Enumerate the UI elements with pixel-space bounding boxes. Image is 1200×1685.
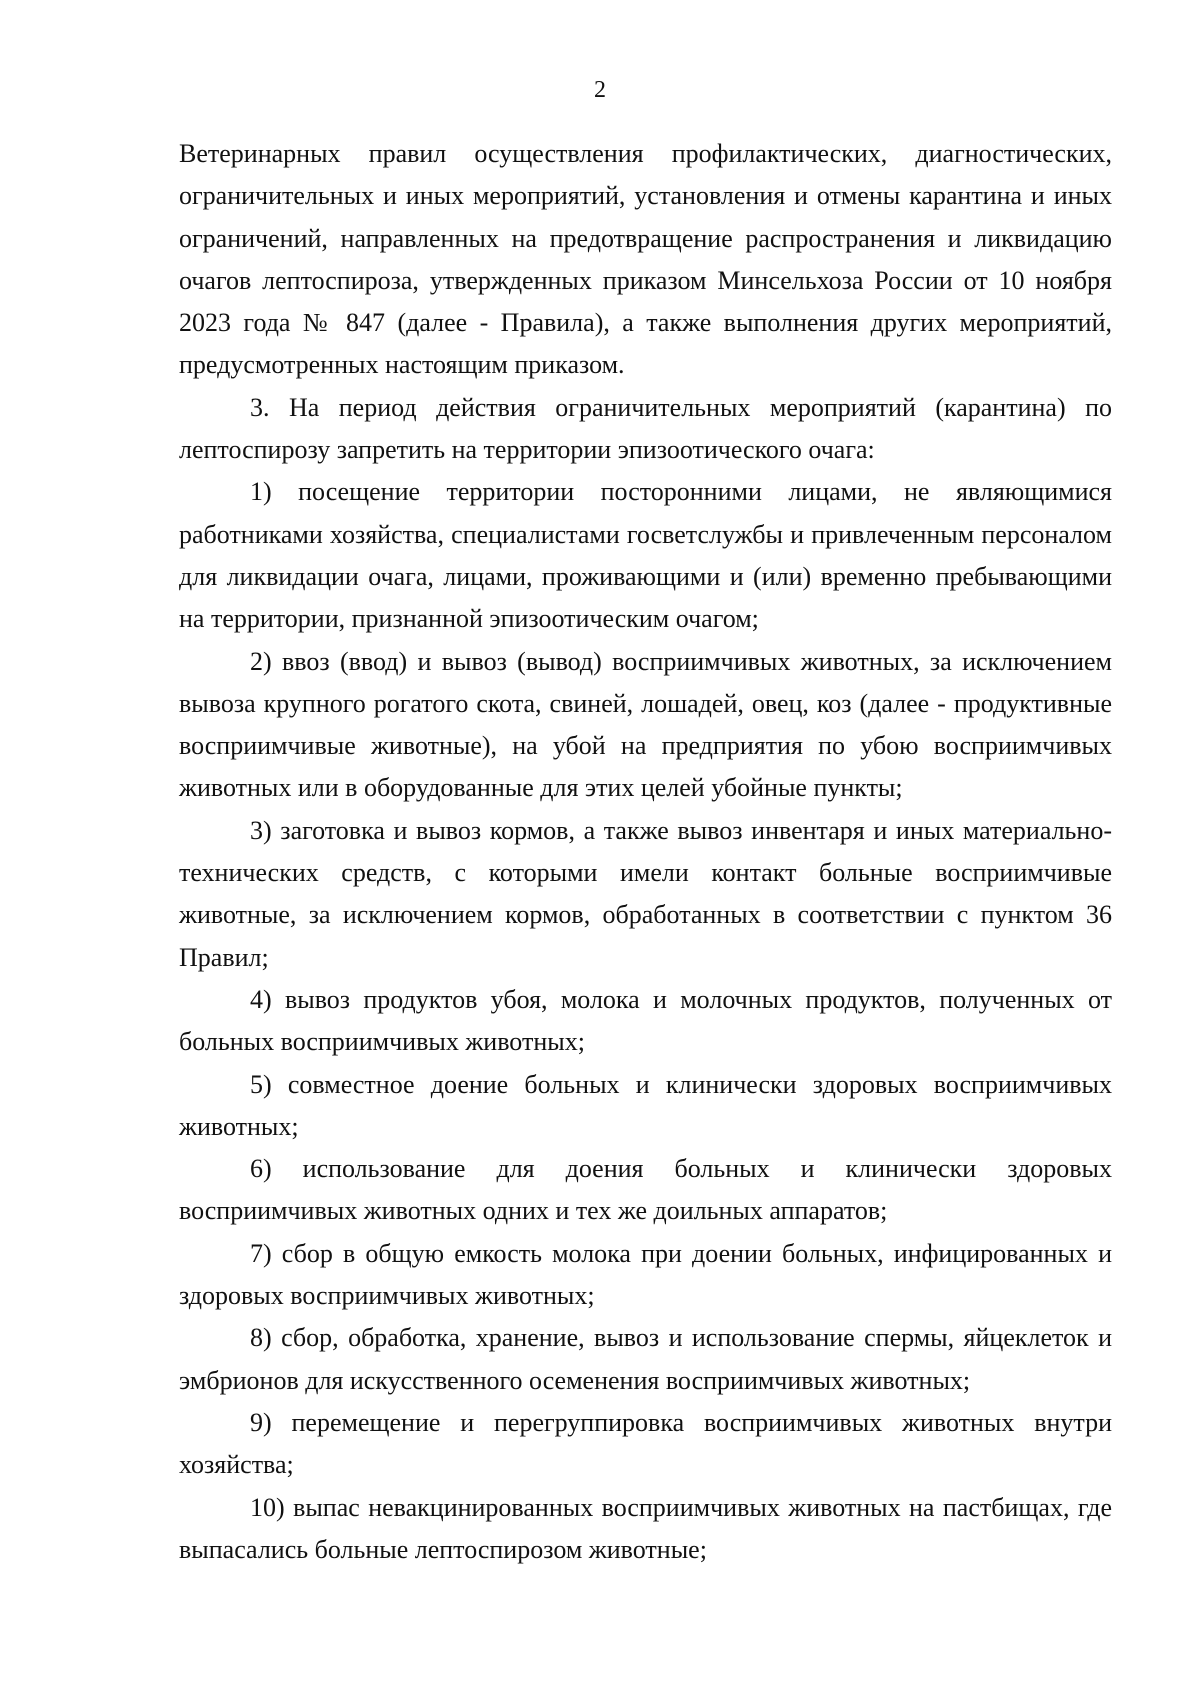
list-item-1: 1) посещение территории посторонними лицами, не являющимися работниками хозяйства, специалистами госветслужбы и привлеченным персоналом для ликвидации очага, лицами, проживающими и (или) временно пребывающими на территории, признанной эпизоотическим очагом; bbox=[179, 477, 1112, 634]
list-item-3: 3) заготовка и вывоз кормов, а также вывоз инвентаря и иных материально-технических средств, с которыми имели контакт больные восприимчивые животные, за исключением кормов, обработанных в соответствии с пунктом 36 Правил; bbox=[179, 815, 1112, 972]
list-item-5: 5) совместное доение больных и клинически здоровых восприимчивых животных; bbox=[179, 1069, 1112, 1141]
list-item-7: 7) сбор в общую емкость молока при доении больных, инфицированных и здоровых восприимчивых животных; bbox=[179, 1238, 1112, 1311]
paragraph-continuation: Ветеринарных правил осуществления профилактических, диагностических, ограничительных и иных мероприятий, установления и отмены карантина и иных ограничений, направленных на предотвращение распространения и ликвидацию очагов лептоспироза, утвержденных приказом Минсельхоза России от 10 ноября 2023 года № 847 (далее - Правила), а также выполнения других мероприятий, предусмотренных настоящим приказом. bbox=[179, 139, 1112, 380]
list-item-10: 10) выпас невакцинированных восприимчивых животных на пастбищах, где выпасались больные лептоспирозом животные; bbox=[179, 1492, 1112, 1564]
document-body bbox=[179, 133, 1112, 1571]
list-item-2: 2) ввоз (ввод) и вывоз (вывод) восприимчивых животных, за исключением вывоза крупного рогатого скота, свиней, лошадей, овец, коз (далее - продуктивные восприимчивые животные), на убой на предприятия по убою восприимчивых животных или в оборудованные для этих целей убойные пункты; bbox=[179, 646, 1112, 803]
list-item-6: 6) использование для доения больных и клинически здоровых восприимчивых животных одних и тех же доильных аппаратов; bbox=[179, 1154, 1112, 1226]
paragraph-item-3: 3. На период действия ограничительных мероприятий (карантина) по лептоспирозу запретить на территории эпизоотического очага: bbox=[179, 392, 1112, 465]
list-item-9: 9) перемещение и перегруппировка восприимчивых животных внутри хозяйства; bbox=[179, 1407, 1112, 1480]
page-number: 2 bbox=[594, 77, 606, 103]
list-item-8: 8) сбор, обработка, хранение, вывоз и использование спермы, яйцеклеток и эмбрионов для искусственного осеменения восприимчивых животных; bbox=[179, 1323, 1112, 1395]
list-item-4: 4) вывоз продуктов убоя, молока и молочных продуктов, полученных от больных восприимчивых животных; bbox=[179, 984, 1112, 1057]
